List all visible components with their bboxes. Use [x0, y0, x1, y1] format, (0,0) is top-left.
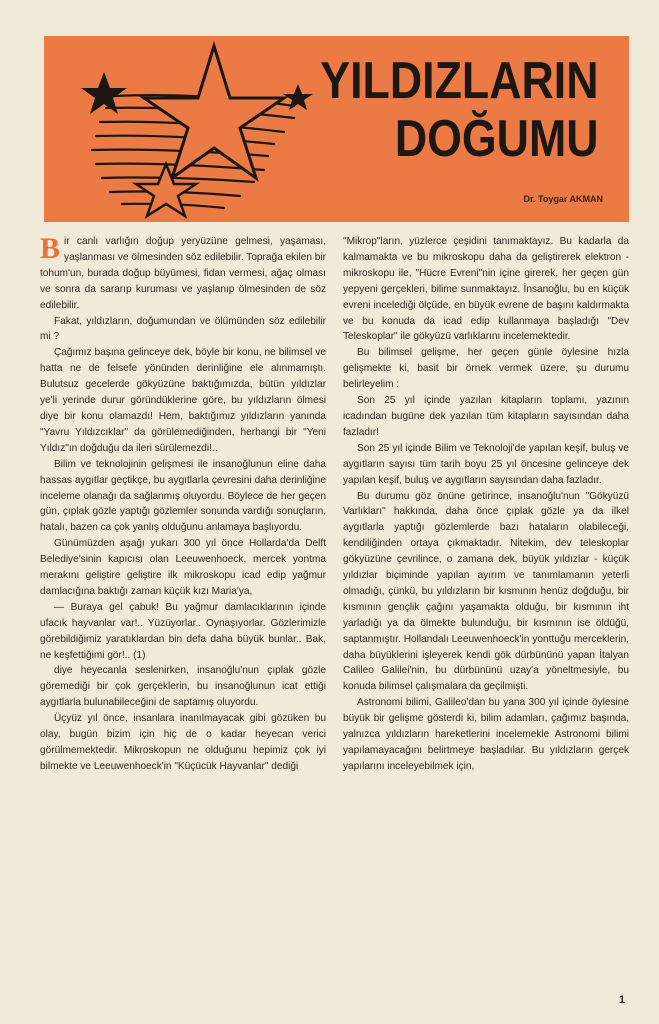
paragraph: Çağımız başına gelinceye dek, böyle bir konu, ne bilimsel ve hatta ne de felsefe yönünden derinliğine ele alınmamıştı. Bulutsuz gecelerde gökyüzüne baktığımızda, bütün yıldızlar ye'li yerinde durur göründüklerine göre, bu yıldızların ölmesi diye bir konu olamazdı! Hem, baktığımız yıldızların yanında "Yavru Yıldızcıklar" da görülemediğinden, herhangi bir "Yeni Yıldız"ın doğduğu da ileri sürülemezdi!.. — [40, 347, 326, 454]
medium-star-icon — [136, 164, 196, 216]
paragraph: Günümüzden aşağı yukarı 300 yıl önce Hollarda'da Delft Belediye'sinin kapıcısı olan Leeuwenhoeck, mercek yontma merakını geliştire geliştire ilk mikroskopu icad edip yağmur damlacığına baktığı zaman küçük kızı Maria'ya, — [40, 538, 326, 597]
paragraph: Bir canlı varlığın doğup yeryüzüne gelmesi, yaşaması, yaşlanması ve ölmesinden söz edilebilir. Toprağa ekilen bir tohum'un, burada doğup büyümesi, fidan vermesi, ağaç olması ve sonra da sararıp kuruması ve yaşlanıp ölmesinden de söz edilebilir. — [40, 232, 326, 311]
author-byline: Dr. Toygar AKMAN — [523, 194, 603, 204]
paragraph: Üçyüz yıl önce, insanlara inanılmayacak gibi gözüken bu olay, bugün bizim için hiç de o kadar heyecan verici görülmemektedir. Mikroskopun ne olduğunu hepimiz çok iyi bilmekte ve Leeuwenhoeck'in "Küçücük Hayvanlar" dediği — [40, 713, 326, 772]
left-column — [40, 234, 326, 775]
paragraph: Bu durumu göz önüne getirince, insanoğlu'nun "Gökyüzü Varlıkları" hakkında, daha önce çıplak gözle ya da ilkel aygıtlarla yaptığı gözlemlerde bazı hataların olabileceği, kendiliğinden ortaya çıkmaktadır. Nitekim, dev teleskoplar gökyüzüne çevrilince, o zamana dek, büyük yıldızlar - küçük yıldızlar biçiminde yapılan ayırım ve tanımlamanın yeterli olmadığı, çünkü, bu yıldızların bir kısmının henüz doğduğu, bir kısmının gençlik çağını yaşamakta olduğu, bir kısmının iht yarladığı ya da ölmekte bulunduğu, bir kısmının ise öldüğü, saptanmıştır. Hollandalı Leeuwenhoeck'in yonttuğu merceklerin, daha büyüklerini işleyerek kendi gök dürbününü yapan İtalyan Calileo Galilei'nin, bu dürbününü uzay'a yöneltmesiyle, bu konuda bilimsel çalışmalara da geçilmişti. — [343, 490, 629, 693]
big-star-icon — [144, 46, 284, 178]
paragraph: Fakat, yıldızların, doğumundan ve ölümünden söz edilebilir mi ? — [40, 315, 326, 343]
title-line-2: DOĞUMU — [395, 110, 599, 168]
paragraph: Bu bilimsel gelişme, her geçen günle öylesine hızla gelişmekte ki, basit bir örnek vermek üzere, şu durumu belirleyelim : — [343, 347, 629, 391]
paragraph: Son 25 yıl içinde yazılan kitapların toplamı, yazının icadından bugüne dek yazılan tüm kitapların sayısından daha fazladır! — [343, 395, 629, 438]
page-number: 1 — [618, 994, 625, 1006]
paragraph: Son 25 yıl içinde Bilim ve Teknoloji'de yapılan keşif, buluş ve aygıtların sayısı tüm tarih boyu 25 yıl öncesine gelinceye dek yapılan keşif, buluş ve aygıtların sayısından daha fazladır. — [343, 442, 629, 486]
title-banner — [44, 36, 629, 222]
paragraph: — Buraya gel çabuk! Bu yağmur damlacıklarının içinde ufacık hayvanlar var!.. Yüzüyorlar.. Oynaşıyorlar. Gözlerimizle görebildiğimiz yaratıklardan bin defa daha büyük bunlar.. Bak, ne keşfettiğimi gör!.. (1) — [40, 601, 326, 661]
paragraph: "Mikrop"ların, yüzlerce çeşidini tanımaktayız. Bu kadarla da kalmamakta ve bu mikroskopu daha da geliştirerek elektron - mikroskopu ile, "Hücre Evreni"nin içine girerek, her geçen gün yepyeni gerçekleri, bilime sunmaktayız. İnsanoğlu, bu en küçük evreni incelediği ölçüde, en büyük evrene de başını kaldırmakta ve bu konuda da icad edip kullanmaya başladığı "Dev Teleskoplar" ile gökyüzü varlıklarını incelemektedir. — [343, 236, 629, 343]
paragraph: diye heyecanla seslenirken, insanoğlu'nun çıplak gözle göremediği bir çok gerçeklerin, bu insanoğlunun icat ettiği aygıtlarla bulunabileceğini de saptamış oluyordu. — [40, 665, 326, 709]
paragraph: Astronomi bilimi, Galileo'dan bu yana 300 yıl içinde öylesine büyük bir gelişme gösterdi ki, bilim adamları, çağımız başında, yalnızca yıldızların hareketlerini incelemekle Astronomi bilimi yapılamayacağını belirtmeye başladılar. Bu yıldızların gerçek yapılarını inceleyebilmek için, — [343, 697, 629, 772]
title-line-1: YILDIZLARIN — [320, 52, 599, 110]
right-column — [343, 234, 629, 775]
article-title — [275, 52, 599, 168]
drop-cap: B — [40, 232, 61, 265]
paragraph: Bilim ve teknolojinin gelişmesi ile insanoğlunun eline daha hassas aygıtlar geçtikçe, bu aygıtlarla çevresini daha derinliğine inceleme olanağı da sağlanmış oluyordu. Böylece de her geçen gün, çıplak gözle yaptığı gözlemler sonunda vardığı sonuçların, hatalı, bazen ca çok yanlış olduğunu anlamaya başlıyordu. — [40, 458, 326, 534]
